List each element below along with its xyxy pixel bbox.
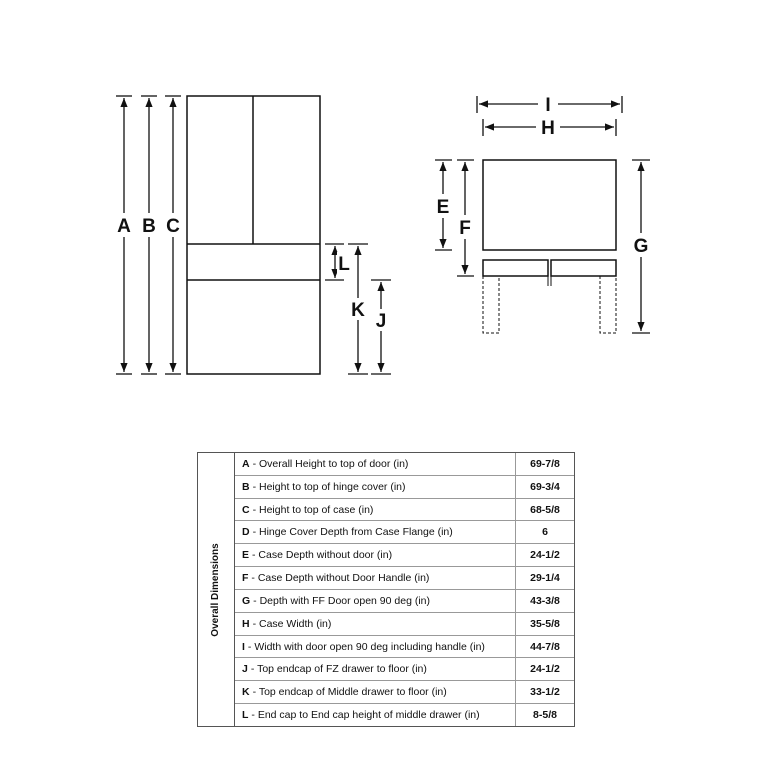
row-label [235,521,515,543]
table-row [235,636,574,659]
dim-label-g: G [633,236,649,257]
row-desc: - Height to top of hinge cover (in) [252,480,406,493]
row-key: D [242,526,250,539]
row-label [235,544,515,566]
dim-label-c: C [166,216,180,237]
row-value: 24-1/2 [515,658,574,680]
row-value: 24-1/2 [515,544,574,566]
dim-label-h: H [541,118,555,139]
row-desc: - Depth with FF Door open 90 deg (in) [253,594,431,607]
row-desc: - End cap to End cap height of middle drawer (in) [251,709,480,722]
table-row [235,544,574,567]
row-key: C [242,503,250,516]
row-label [235,704,515,726]
row-label [235,499,515,521]
row-key: H [242,617,250,630]
row-key: J [242,663,248,676]
table-rows [235,453,574,726]
row-label [235,453,515,475]
row-value: 35-5/8 [515,613,574,635]
dim-label-b: B [142,216,156,237]
row-desc: - Case Depth without door (in) [252,549,393,562]
table-row [235,499,574,522]
row-key: K [242,686,250,699]
table-row [235,453,574,476]
row-desc: - Top endcap of FZ drawer to floor (in) [250,663,427,676]
row-label [235,590,515,612]
row-value: 43-3/8 [515,590,574,612]
dim-label-a: A [117,216,131,237]
row-desc: - Overall Height to top of door (in) [252,457,409,470]
table-row [235,567,574,590]
row-key: I [242,640,245,653]
table-row [235,613,574,636]
top-depth-dimensions [435,160,650,333]
row-desc: - Width with door open 90 deg including handle (in) [247,640,485,653]
top-view [483,160,616,286]
dim-label-j: J [375,311,387,332]
row-value: 8-5/8 [515,704,574,726]
dim-label-k: K [351,300,365,321]
row-key: G [242,594,251,607]
table-row [235,590,574,613]
row-desc: - Top endcap of Middle drawer to floor (in) [252,686,447,699]
table-row [235,704,574,726]
table-row [235,476,574,499]
open-door-outline [483,276,616,333]
dimensions-table [197,452,575,727]
dim-label-l: L [338,254,350,275]
row-value: 29-1/4 [515,567,574,589]
group-label: Overall Dimensions [210,542,221,637]
row-value: 33-1/2 [515,681,574,703]
row-value: 6 [515,521,574,543]
row-label [235,636,515,658]
row-value: 44-7/8 [515,636,574,658]
row-desc: - Case Width (in) [252,617,332,630]
dim-label-e: E [436,197,450,218]
row-key: B [242,480,250,493]
row-label [235,613,515,635]
row-desc: - Height to top of case (in) [252,503,374,516]
group-cell [198,453,235,726]
table-row [235,521,574,544]
row-value: 69-3/4 [515,476,574,498]
dim-label-i: I [545,95,551,116]
row-key: E [242,549,250,562]
row-value: 68-5/8 [515,499,574,521]
row-label [235,658,515,680]
front-view [187,96,320,374]
row-key: A [242,457,250,470]
row-desc: - Case Depth without Door Handle (in) [251,572,430,585]
table-row [235,681,574,704]
row-value: 69-7/8 [515,453,574,475]
dim-label-f: F [459,218,471,239]
row-label [235,476,515,498]
table-row [235,658,574,681]
row-desc: - Hinge Cover Depth from Case Flange (in) [252,526,453,539]
row-label [235,567,515,589]
row-key: L [242,709,249,722]
row-key: F [242,572,249,585]
row-label [235,681,515,703]
